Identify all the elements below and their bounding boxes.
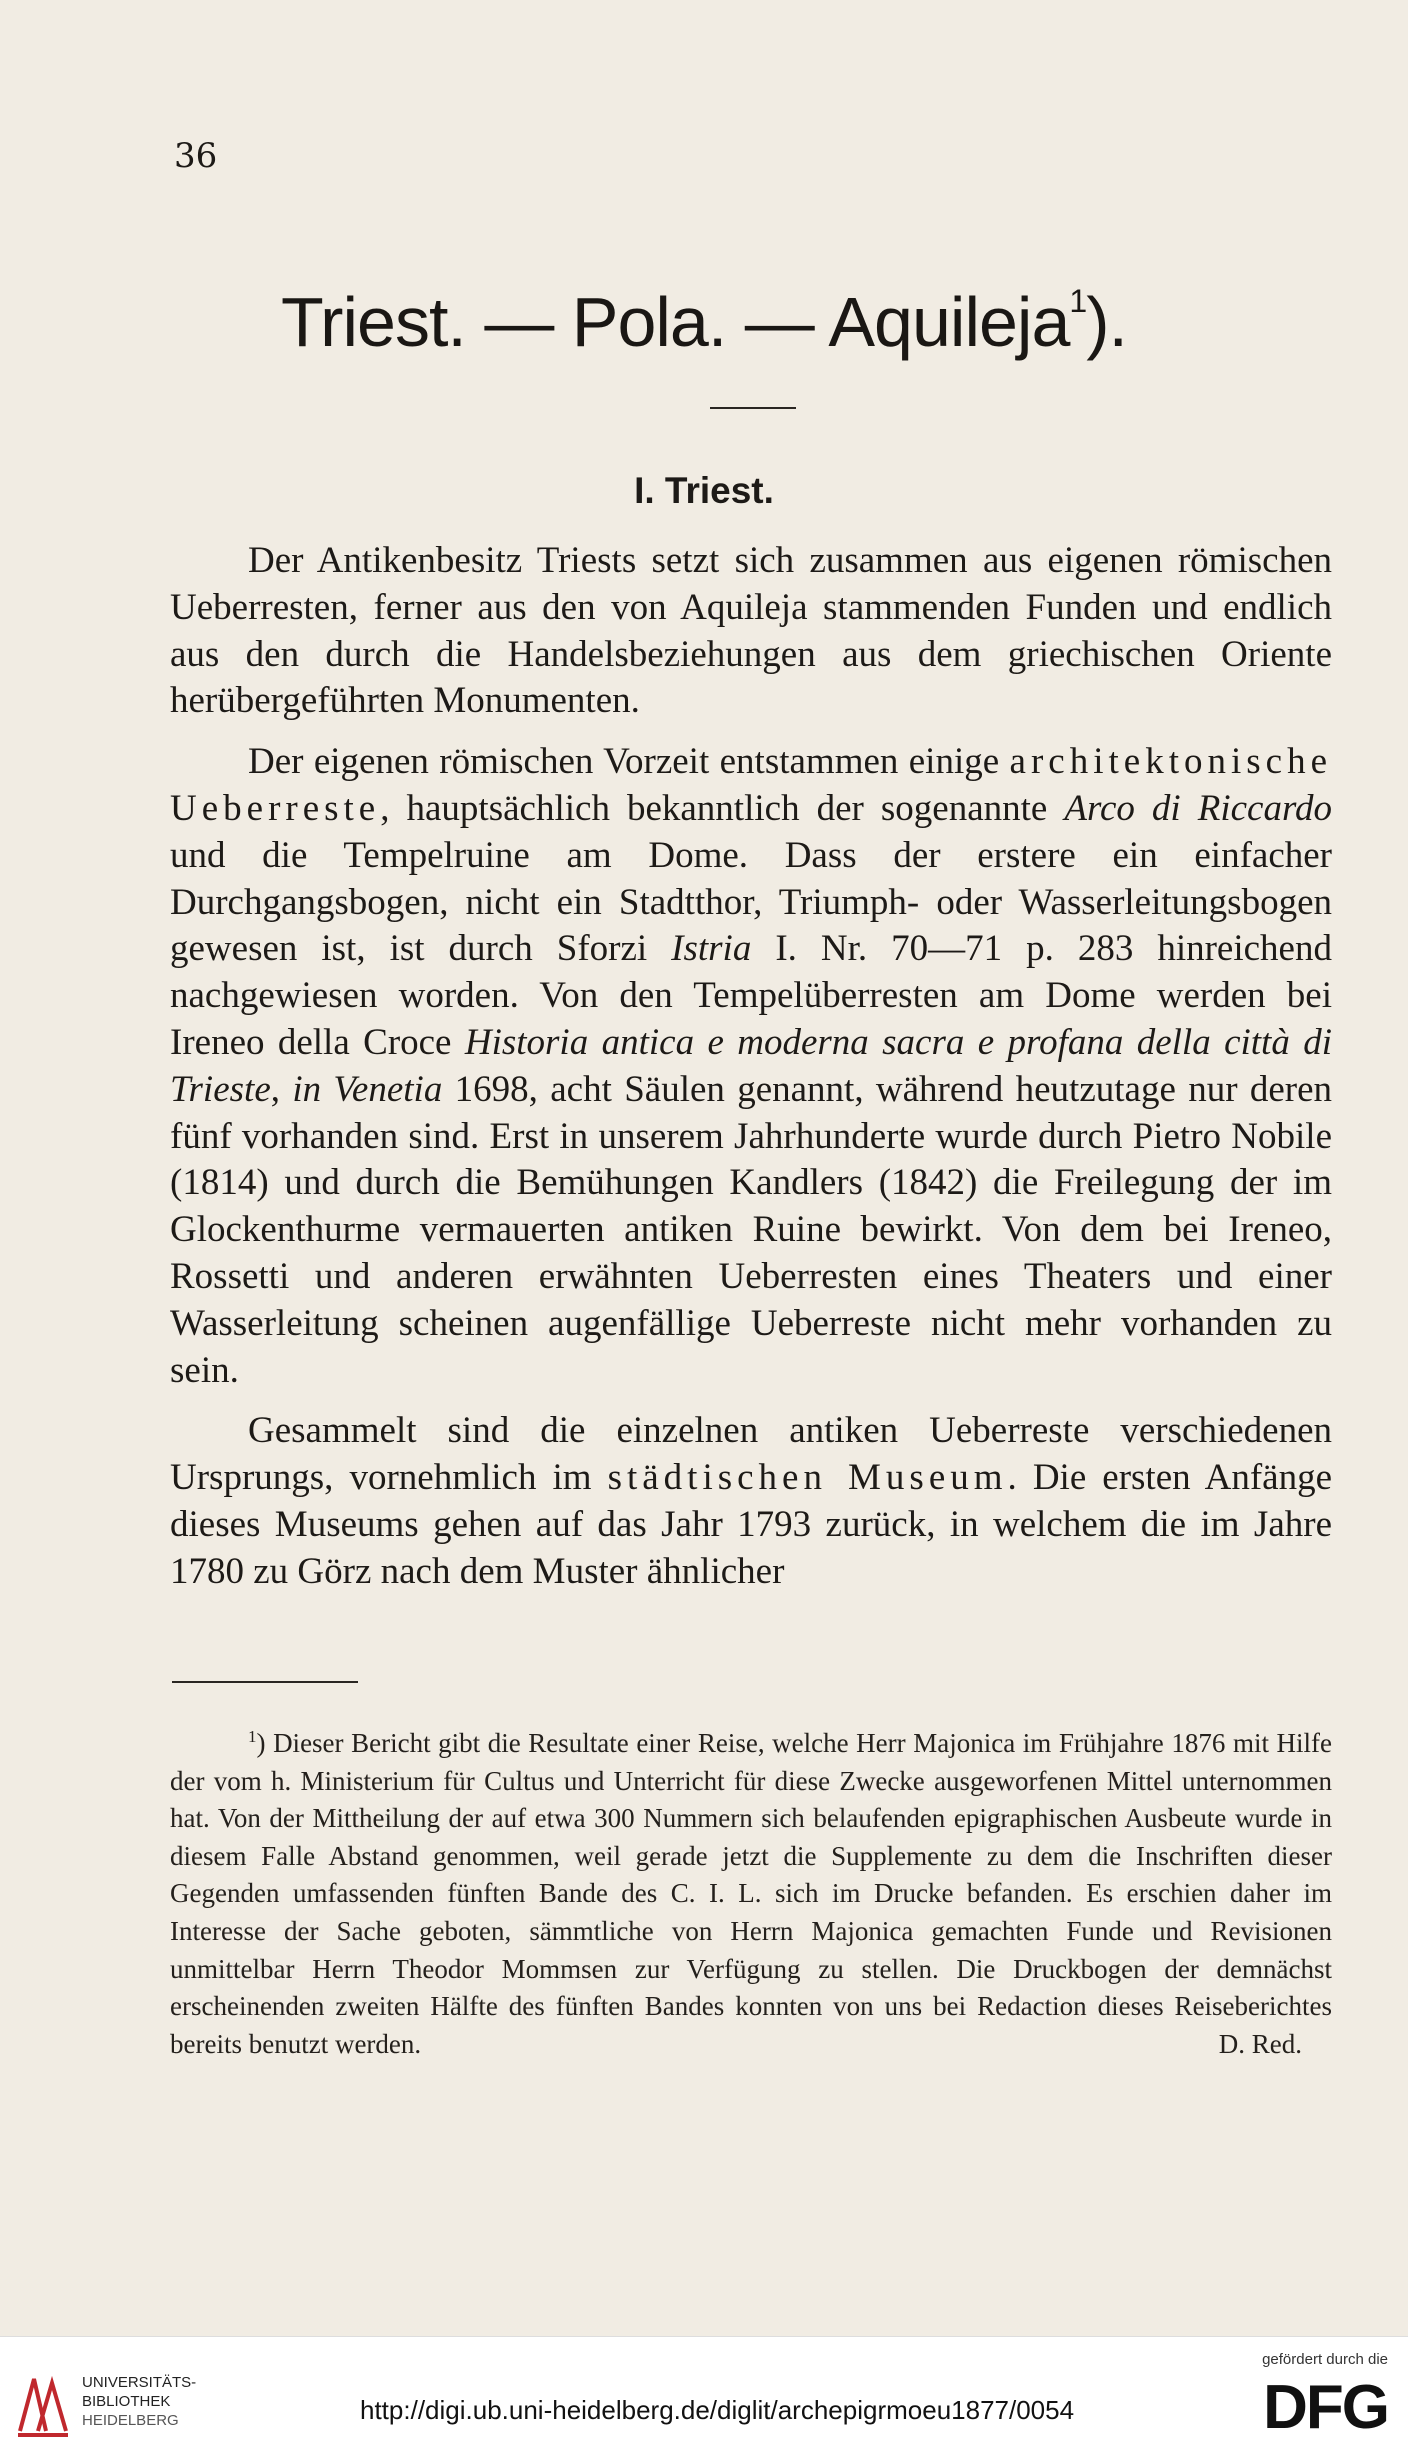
p2-text-f: 1698, acht Säulen genannt, während heutzutage nur deren fünf vorhanden sind. Erst in unserem Jahrhunderte wurde durch Pietro Nobile (1814) und durch die Bemühungen Kandlers (1842) die Freilegung der im Glockenthurme vermauerten antiken Ruine bewirkt. Von dem bei Ireneo, Rossetti und anderen erwähnten Ueberresten eines Theaters und einer Wasserleitung scheinen augenfällige Ueberreste nicht mehr vorhanden zu sein. [170, 1068, 1333, 1391]
paragraph-3 [170, 1408, 1332, 1595]
p2-italic-work-title: Historia antica e moderna sacra e profana della città di Trieste [170, 1021, 1332, 1110]
footnote-marker: 1 [248, 1727, 257, 1746]
footnote [170, 1718, 1332, 2063]
library-name-line-3: HEIDELBERG [82, 2412, 179, 2429]
p2-text-d: I. Nr. 70—71 p. 283 hinreichend nachgewiesen worden. Von den Tempelüberresten am Dome werden bei Ireneo della Croce [170, 928, 1332, 1063]
p2-italic-istria: Istria [671, 928, 752, 970]
funding-caption: gefördert durch die [1262, 2351, 1388, 2368]
university-library-logo-icon[interactable] [14, 2369, 72, 2439]
title-close: ). [1086, 283, 1127, 361]
p2-spaced-term: architektonische Ueberreste [170, 741, 1332, 829]
p2-italic-venetia: in Venetia [292, 1068, 443, 1110]
footnote-paragraph [170, 1718, 1332, 2063]
p3-spaced-term: städtischen Museum [607, 1457, 1008, 1499]
p2-italic-arco: Arco di Riccardo [1064, 787, 1332, 829]
viewer-footer [0, 2336, 1408, 2455]
body-text [170, 538, 1332, 1596]
title-divider [710, 407, 796, 409]
p2-text-b: , hauptsächlich bekanntlich der sogenannte [380, 787, 1065, 829]
title-footnote-marker: 1 [1069, 283, 1087, 319]
dfg-logo[interactable]: DFG [1263, 2373, 1388, 2442]
title-text: Triest. — Pola. — Aquileja [281, 283, 1070, 361]
footnote-divider [172, 1681, 358, 1683]
p3-text-b: . Die ersten Anfänge dieses Museums gehen auf das Jahr 1793 zurück, in welchem die im Jahre 1780 zu Görz nach dem Muster ähnlicher [170, 1457, 1332, 1592]
p2-text-e: , [270, 1068, 293, 1110]
permalink-url[interactable]: http://digi.ub.uni-heidelberg.de/diglit/archepigrmoeu1877/0054 [360, 2395, 1075, 2425]
paragraph-1: Der Antikenbesitz Triests setzt sich zusammen aus eigenen römischen Ueberresten, ferner aus den von Aquileja stammenden Funden und endlich aus den durch die Handelsbeziehungen aus dem griechischen Oriente herübergeführten Monumenten. [170, 540, 1332, 722]
article-title [0, 282, 1408, 362]
library-name-line-2: BIBLIOTHEK [82, 2393, 171, 2410]
paragraph-2 [170, 739, 1332, 1394]
library-name-line-1: UNIVERSITÄTS- [82, 2374, 197, 2391]
footnote-signature: D. Red. [1218, 2028, 1302, 2059]
section-heading: I. Triest. [634, 470, 774, 511]
library-name [82, 2373, 196, 2430]
footnote-text: ) Dieser Bericht gibt die Resultate einer Reise, welche Herr Majonica im Frühjahre 1876 mit Hilfe der vom h. Ministerium für Cultus und Unterricht für diese Zwecke ausgeworfenen Mittel unternommen hat. Von der Mittheilung der auf etwa 300 Nummern sich belaufenden epigraphischen Ausbeute wurde in diesem Falle Abstand genommen, weil gerade jetzt die Supplemente zu dem die Inschriften dieser Gegenden umfassenden fünften Bande des C. I. L. sich im Drucke befanden. Es erschien daher im Interesse der Sache geboten, sämmtliche von Herrn Majonica gemachten Funde und Revisionen unmittelbar Herrn Theodor Mommsen zur Verfügung zu stellen. Die Druckbogen der demnächst erscheinenden zweiten Hälfte des fünften Bandes konnten von uns bei Redaction dieses Reiseberichtes bereits benutzt werden. [170, 1728, 1332, 2059]
p2-text-c: und die Tempelruine am Dome. Dass der erstere ein einfacher Durchgangsbogen, nicht ein Stadtthor, Triumph- oder Wasserleitungsbogen gewesen ist, ist durch Sforzi [170, 834, 1332, 970]
p2-text-a: Der eigenen römischen Vorzeit entstammen einige [248, 741, 1010, 783]
page-number: 36 [174, 136, 218, 176]
p3-text-a: Gesammelt sind die einzelnen antiken Ueberreste verschiedenen Ursprungs, vornehmlich im [170, 1410, 1332, 1499]
